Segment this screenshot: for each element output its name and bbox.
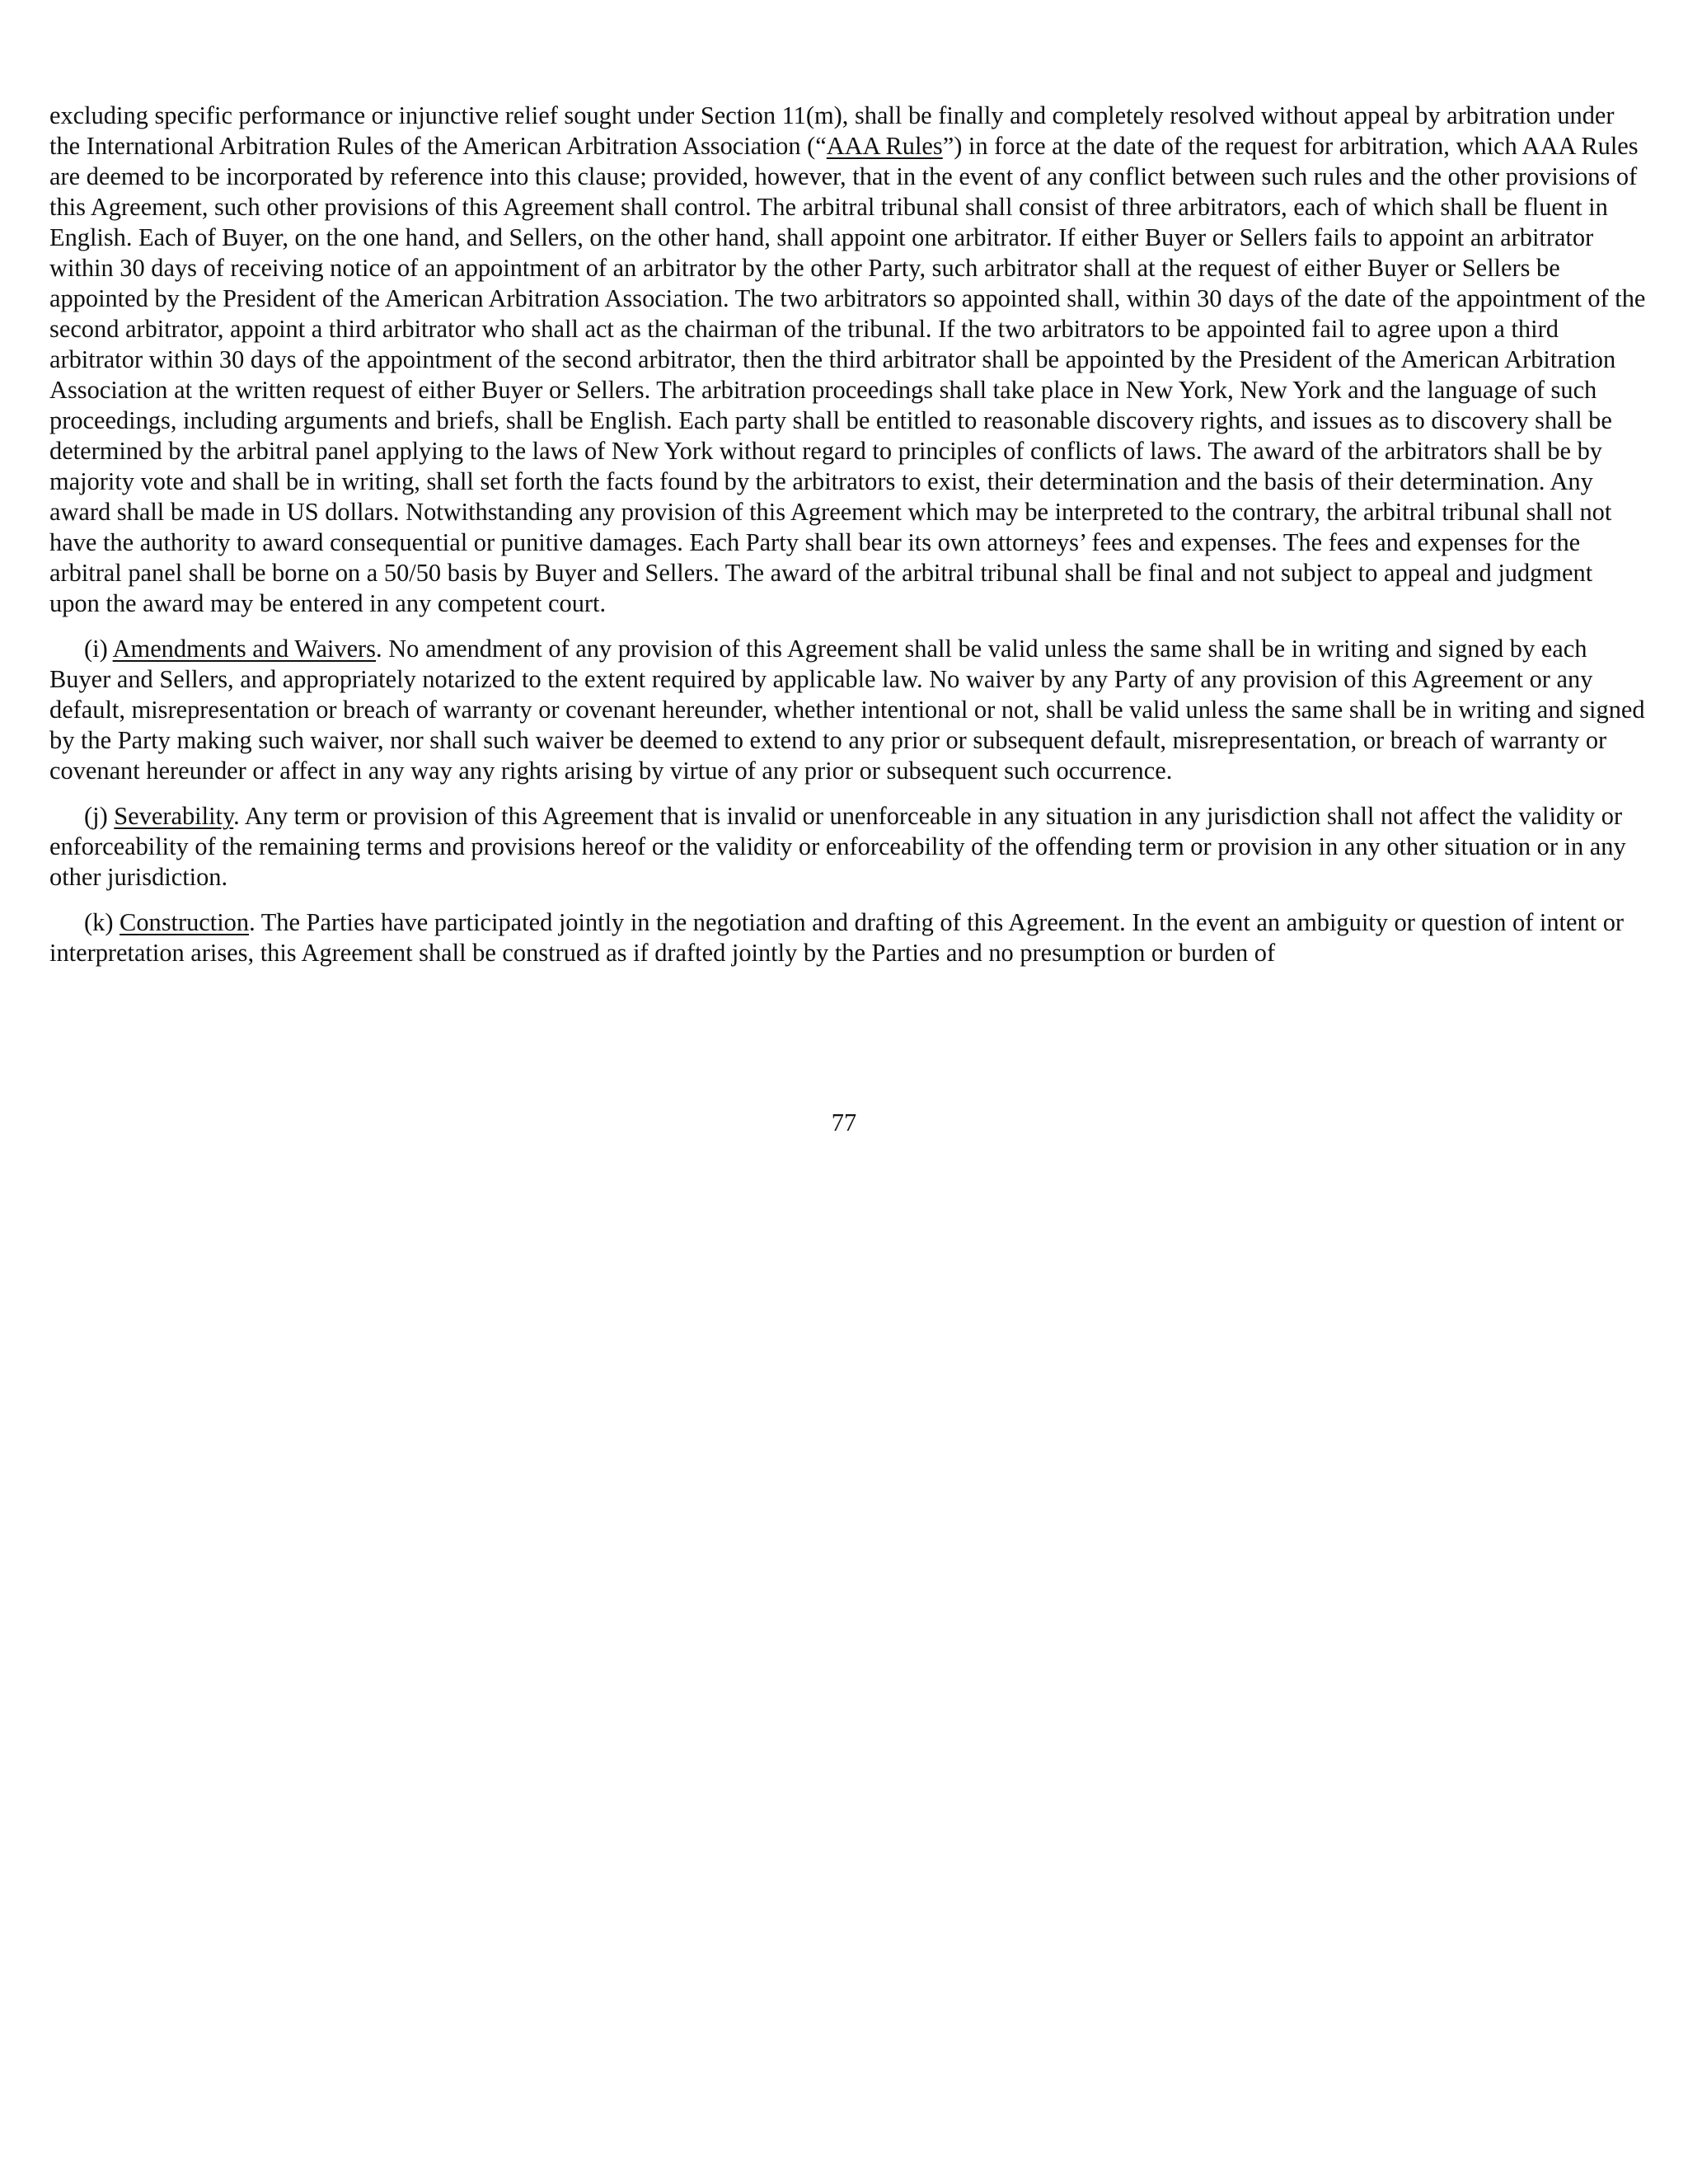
paragraph-text: . Any term or provision of this Agreement that is invalid or unenforceable in any situation in any jurisdiction shall not affect the validity or enforceability of the remaining terms and provisions hereof or the validity or enforceability of the offending term or provision in any other situation or in any other jurisdiction. — [49, 802, 1626, 891]
paragraph-text: excluding specific performance or injunctive relief sought under Section 11(m), shall be finally and completely resolved without appeal by arbitration under the International Arbitration Rules of the American Arbitration Association (“ — [49, 101, 1615, 160]
page-number: 77 — [831, 1108, 857, 1137]
section-heading: Amendments and Waivers — [112, 635, 377, 663]
paragraph-text: . The Parties have participated jointly in the negotiation and drafting of this Agreement. In the event an ambiguity or question of intent or interpretation arises, this Agreement shall be construed as if drafted jointly by the Parties and no presumption or burden of — [49, 908, 1625, 967]
paragraph-text: . No amendment of any provision of this Agreement shall be valid unless the same shall be in writing and signed by each Buyer and Sellers, and appropriately notarized to the extent required by applicable law. No waiver by any Party of any provision of this Agreement or any default, misrepresentation or breach of warranty or covenant hereunder, whether intentional or not, shall be valid unless the same shall be in writing and signed by the Party making such waiver, nor shall such waiver be deemed to extend to any prior or subsequent default, misrepresentation, or breach of warranty or covenant hereunder or affect in any way any rights arising by virtue of any prior or subsequent such occurrence. — [49, 635, 1645, 785]
paragraph-arbitration-continued — [49, 101, 1648, 619]
document-page — [49, 101, 1648, 983]
paragraph-severability — [49, 801, 1648, 893]
section-label: (k) — [84, 908, 120, 936]
section-heading: Severability — [114, 802, 234, 830]
paragraph-amendments-and-waivers — [49, 634, 1648, 786]
paragraph-text: ”) in force at the date of the request for arbitration, which AAA Rules are deemed to be incorporated by reference into this clause; provided, however, that in the event of any conflict between such rules and the other provisions of this Agreement, such other provisions of this Agreement shall control. The arbitral tribunal shall consist of three arbitrators, each of which shall be fluent in English. Each of Buyer, on the one hand, and Sellers, on the other hand, shall appoint one arbitrator. If either Buyer or Sellers fails to appoint an arbitrator within 30 days of receiving notice of an appointment of an arbitrator by the other Party, such arbitrator shall at the request of either Buyer or Sellers be appointed by the President of the American Arbitration Association. The two arbitrators so appointed shall, within 30 days of the date of the appointment of the second arbitrator, appoint a third arbitrator who shall act as the chairman of the tribunal. If the two arbitrators to be appointed fail to agree upon a third arbitrator within 30 days of the appointment of the second arbitrator, then the third arbitrator shall be appointed by the President of the American Arbitration Association at the written request of either Buyer or Sellers. The arbitration proceedings shall take place in New York, New York and the language of such proceedings, including arguments and briefs, shall be English. Each party shall be entitled to reasonable discovery rights, and issues as to discovery shall be determined by the arbitral panel applying to the laws of New York without regard to principles of conflicts of laws. The award of the arbitrators shall be by majority vote and shall be in writing, shall set forth the facts found by the arbitrators to exist, their determination and the basis of their determination. Any award shall be made in US dollars. Notwithstanding any provision of this Agreement which may be interpreted to the contrary, the arbitral tribunal shall not have the authority to award consequential or punitive damages. Each Party shall bear its own attorneys’ fees and expenses. The fees and expenses for the arbitral panel shall be borne on a 50/50 basis by Buyer and Sellers. The award of the arbitral tribunal shall be final and not subject to appeal and judgment upon the award may be entered in any competent court. — [49, 132, 1646, 617]
paragraph-construction — [49, 907, 1648, 968]
section-heading: Construction — [120, 908, 250, 936]
section-label: (i) — [84, 635, 113, 663]
section-label: (j) — [84, 802, 115, 830]
defined-term-aaa-rules: AAA Rules — [826, 132, 943, 160]
